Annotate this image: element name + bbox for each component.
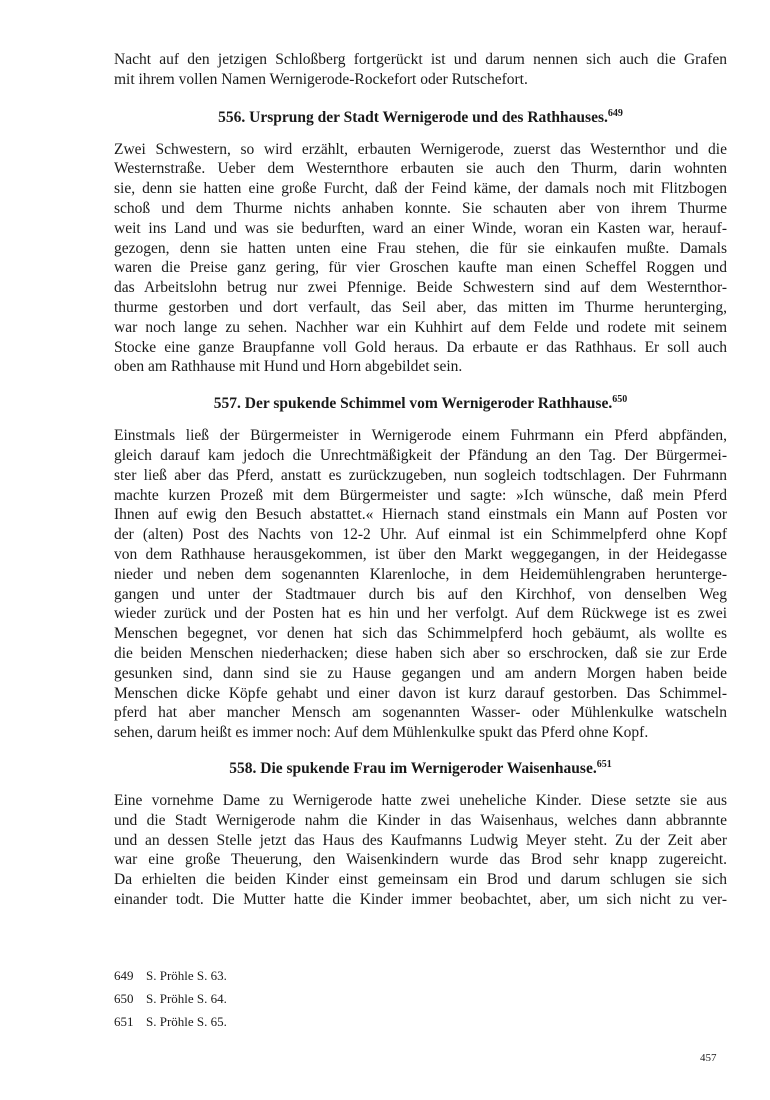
section-paragraph-558 <box>114 791 727 910</box>
text-line: pferd hat aber mancher Mensch am sogenannten Wasser- oder Mühlenkulke watscheln <box>114 704 727 722</box>
text-line: Nacht auf den jetzigen Schloßberg fortgerückt ist und darum nennen sich auch die Grafen <box>114 51 727 68</box>
footnote-text: S. Pröhle S. 64. <box>146 991 227 1006</box>
text-line: gesunken sind, dann sind sie zu Hause gegangen und am andern Morgen haben beide <box>114 664 727 682</box>
text-line: sehen, darum heißt es immer noch: Auf dem Mühlenkulke spukt das Pferd ohne Kopf. <box>114 724 649 742</box>
footnote <box>114 1010 514 1033</box>
footnote-text: S. Pröhle S. 65. <box>146 1014 227 1029</box>
footnote-number: 651 <box>114 1014 134 1029</box>
heading-text: 557. Der spukende Schimmel vom Wernigeroder Rathhause. <box>213 395 613 413</box>
text-line: war noch lange zu sehen. Nachher war ein Kuhhirt auf dem Felde und rodete mit seinem <box>114 318 727 336</box>
intro-paragraph <box>114 50 727 90</box>
footnote-text: S. Pröhle S. 63. <box>146 968 227 983</box>
text-line: und an dessen Stelle jetzt das Haus des Kaufmanns Ludwig Meyer steht. Zu der Zeit aber <box>114 831 727 849</box>
text-line: gleich darauf kam jedoch die Unrechtmäßigkeit der Pfändung an den Tag. Der Bürgermei- <box>114 446 727 464</box>
heading-text: 556. Ursprung der Stadt Wernigerode und des Rathhauses. <box>218 108 608 126</box>
text-line: machte kurzen Prozeß mit dem Bürgermeister und sagte: »Ich wünsche, daß mein Pferd <box>114 486 727 504</box>
text-line: ster ließ aber das Pferd, anstatt es zurückzugeben, nun sogleich todtschlagen. Der Fuhrmann <box>114 466 727 484</box>
text-line: Menschen begegnet, vor denen hat sich das Schimmelpferd hoch gebäumt, als wollte es <box>114 625 727 643</box>
section-heading-557 <box>114 394 727 414</box>
text-line: weit ins Land und was sie bedurften, ward an einer Winde, woran ein Kasten war, herauf- <box>114 219 727 237</box>
text-line: einander todt. Die Mutter hatte die Kinder immer beobachtet, aber, um sich nicht zu ver- <box>114 890 727 908</box>
text-line: Da erhielten die beiden Kinder einst gemeinsam ein Brod und darum schlugen sie sich <box>114 871 727 889</box>
text-line: wieder zurück und der Posten hat es hin und her verfolgt. Auf dem Rückwege ist es zwei <box>114 605 727 623</box>
text-line: Eine vornehme Dame zu Wernigerode hatte zwei uneheliche Kinder. Diese setzte sie aus <box>114 791 727 809</box>
text-line: Einstmals ließ der Bürgermeister in Wernigerode einem Fuhrmann ein Pferd abpfänden, <box>114 427 727 445</box>
text-line: waren die Preise ganz gering, für vier Groschen kaufte man einen Scheffel Roggen und <box>114 259 727 277</box>
text-line: schoß und dem Thurme nichts anhaben konnte. Sie schauten aber von ihrem Thurme <box>114 199 727 217</box>
text-line: der (alten) Post des Nachts von 12-2 Uhr. Auf einmal ist ein Schimmelpferd ohne Kopf <box>114 526 727 544</box>
text-line: von dem Rathhause herausgekommen, ist über den Markt weggegangen, in der Heidegasse <box>114 545 727 563</box>
text-line: war eine große Theuerung, den Waisenkindern wurde das Brod sehr knapp zugereicht. <box>114 851 727 869</box>
text-line: die beiden Menschen niederhacken; diese haben sich aber so erschrocken, daß sie zur Erde <box>114 644 727 662</box>
text-line: Ihnen auf ewig den Besuch abstattet.« Hiernach stand einstmals ein Mann auf Posten vor <box>114 506 727 524</box>
footnotes <box>114 964 514 1033</box>
text-line: gangen und unter der Stadtmauer durch bis auf den Kirchhof, von denselben Weg <box>114 585 727 603</box>
text-line: thurme gestorben und dort verfault, das Seil aber, das mitten im Thurme herunterging, <box>114 298 727 316</box>
text-line: Zwei Schwestern, so wird erzählt, erbauten Wernigerode, zuerst das Westernthor und die <box>114 140 727 158</box>
text-line: gezogen, denn sie hatten unten eine Frau stehen, die für sie einkaufen mußte. Damals <box>114 239 727 257</box>
text-line: und die Stadt Wernigerode nahm die Kinder in das Waisenhaus, welches dann abbrannte <box>114 811 727 829</box>
text-line: mit ihrem vollen Namen Wernigerode-Rockefort oder Rutschefort. <box>114 70 528 88</box>
text-line: Westernstraße. Ueber dem Westernthore erbauten sie auch den Thurm, darin wohnten <box>114 160 727 178</box>
text-line: sie, denn sie hatten eine große Furcht, daß der Feind käme, der damals noch mit Flitzbogen <box>114 180 727 198</box>
footnote-ref-650: 650 <box>612 394 628 406</box>
footnote <box>114 964 514 987</box>
footnote-number: 649 <box>114 968 134 983</box>
section-heading-558 <box>114 759 727 779</box>
section-paragraph-556 <box>114 140 727 378</box>
text-line: Stocke eine ganze Braupfanne voll Gold heraus. Da erbaute er das Rathhaus. Er soll auch <box>114 338 727 356</box>
footnote-ref-649: 649 <box>607 107 623 119</box>
page-body <box>114 50 727 910</box>
text-line: das Arbeitslohn betrug nur zwei Pfennige. Beide Schwestern sind auf dem Westernthor- <box>114 279 727 297</box>
text-line: nieder und neben dem sogenannten Klarenloche, in dem Heidemühlengraben herunterge- <box>114 565 727 583</box>
footnote <box>114 987 514 1010</box>
text-line: Menschen dicke Köpfe gehabt und einer davon ist kurz darauf gestorben. Das Schimmel- <box>114 684 727 702</box>
page-number: 457 <box>700 1052 717 1064</box>
heading-text: 558. Die spukende Frau im Wernigeroder Waisenhause. <box>229 759 597 777</box>
section-heading-556 <box>114 108 727 128</box>
footnote-number: 650 <box>114 991 134 1006</box>
section-paragraph-557 <box>114 426 727 743</box>
text-line: oben am Rathhause mit Hund und Horn abgebildet sein. <box>114 358 463 376</box>
footnote-ref-651: 651 <box>596 758 612 770</box>
